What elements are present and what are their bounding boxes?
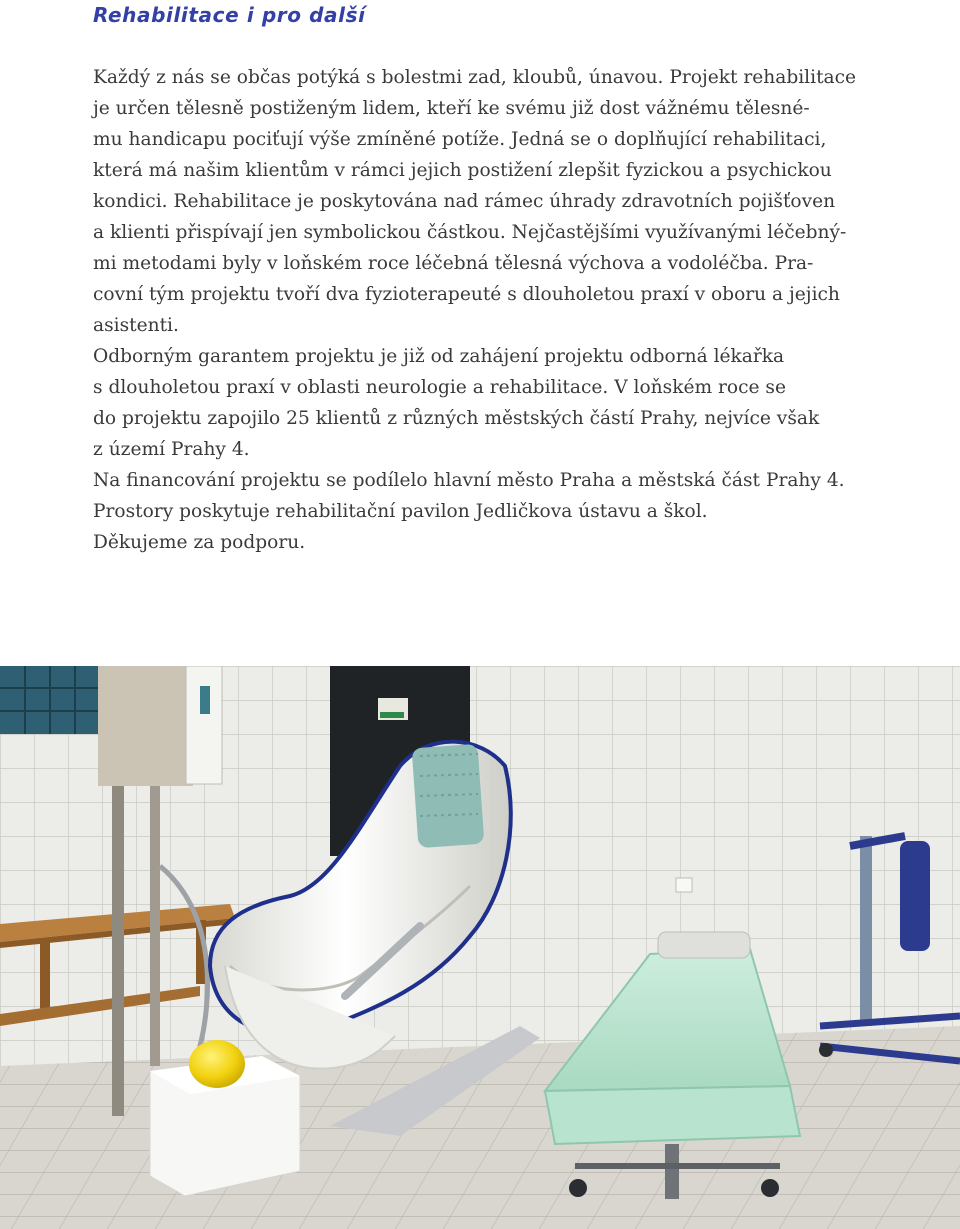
article-line: a klienti přispívají jen symbolickou částkou. Nejčastějšími využívanými léčebný- bbox=[93, 222, 847, 243]
article-line: covní tým projektu tvoří dva fyzioterapeuté s dlouholetou praxí v oboru a jejich bbox=[93, 284, 840, 305]
article-line: Prostory poskytuje rehabilitační pavilon Jedličkova ústavu a škol. bbox=[93, 501, 708, 522]
rehabilitation-room-photo bbox=[0, 666, 960, 1229]
photo-illustration bbox=[0, 666, 960, 1229]
article-line: s dlouholetou praxí v oblasti neurologie a rehabilitace. V loňském roce se bbox=[93, 377, 786, 398]
article-line: která má našim klientům v rámci jejich postižení zlepšit fyzickou a psychickou bbox=[93, 160, 832, 181]
wall-outlet bbox=[676, 878, 692, 892]
yellow-ball bbox=[189, 1040, 245, 1088]
article-body bbox=[93, 62, 883, 558]
article-line: Každý z nás se občas potýká s bolestmi zad, kloubů, únavou. Projekt rehabilitace bbox=[93, 67, 857, 88]
article-line: asistenti. bbox=[93, 315, 179, 336]
article-line: z území Prahy 4. bbox=[93, 439, 250, 460]
wall-cabinet bbox=[98, 666, 222, 786]
glass-block-window bbox=[0, 666, 98, 734]
article-line: Děkujeme za podporu. bbox=[93, 532, 306, 553]
article-line: mi metodami byly v loňském roce léčebná tělesná výchova a vodoléčba. Pra- bbox=[93, 253, 814, 274]
page-header bbox=[93, 0, 366, 40]
article-line: kondici. Rehabilitace je poskytována nad rámec úhrady zdravotních pojišťoven bbox=[93, 191, 836, 212]
article-line: mu handicapu pociťují výše zmíněné potíže. Jedná se o doplňující rehabilitaci, bbox=[93, 129, 827, 150]
article-line: Odborným garantem projektu je již od zahájení projektu odborná lékařka bbox=[93, 346, 785, 367]
page-title: Rehabilitace i pro další bbox=[93, 3, 366, 27]
article-line: Na financování projektu se podílelo hlavní město Praha a městská část Prahy 4. bbox=[93, 470, 845, 491]
article-line: je určen tělesně postiženým lidem, kteří ke svému již dost vážnému tělesné- bbox=[93, 98, 810, 119]
article-line: do projektu zapojilo 25 klientů z různých městských částí Prahy, nejvíce však bbox=[93, 408, 820, 429]
